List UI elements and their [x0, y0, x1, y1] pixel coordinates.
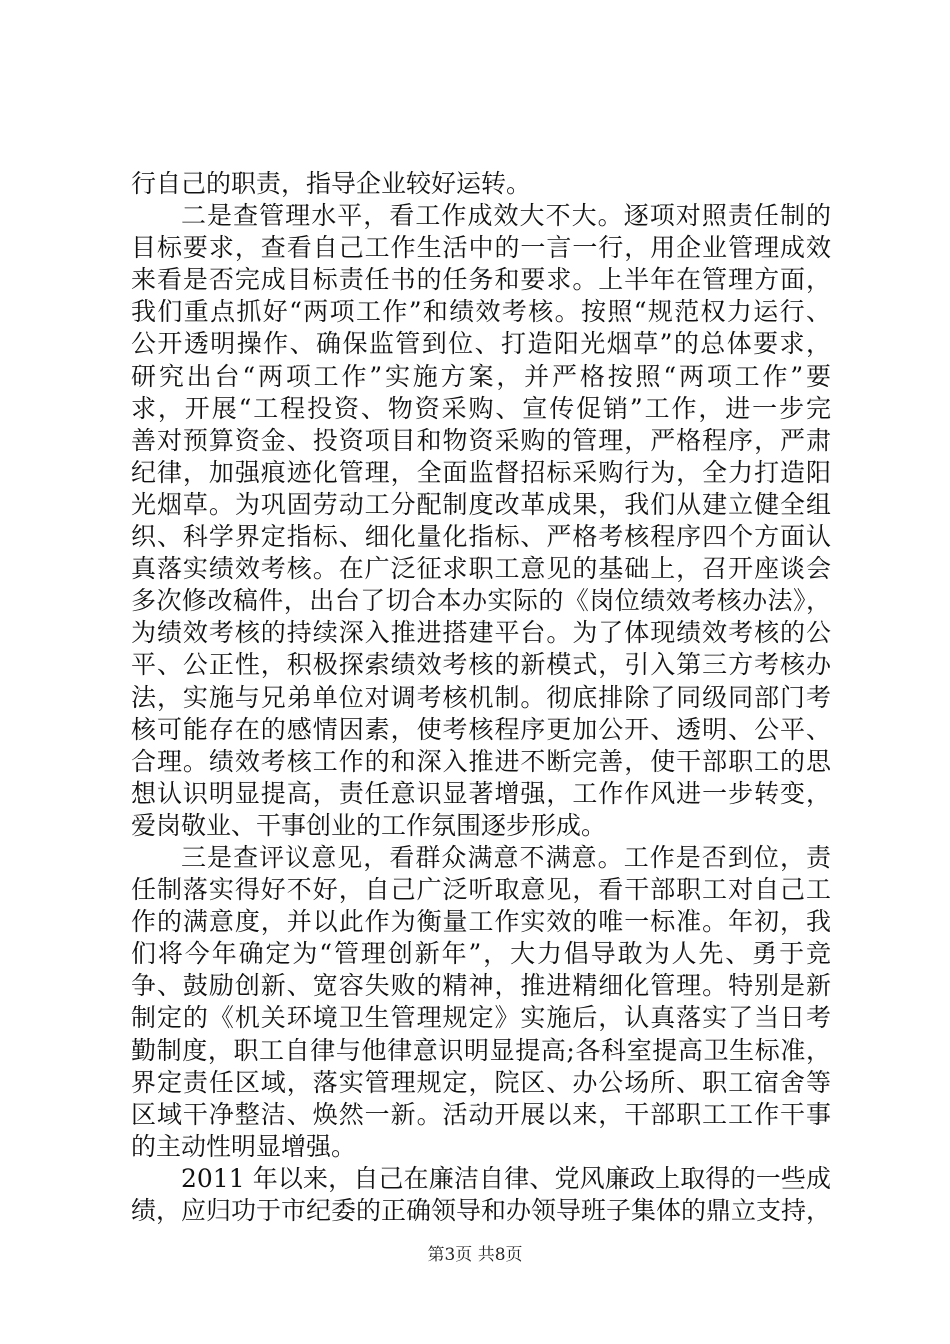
- text-line: 光烟草。为巩固劳动工分配制度改革成果，我们从建立健全组: [131, 489, 831, 519]
- text-line: 想认识明显提高，责任意识显著增强，工作作风进一步转变，: [131, 778, 831, 808]
- text-line: 制定的《机关环境卫生管理规定》实施后，认真落实了当日考: [131, 1003, 831, 1033]
- text-line: 善对预算资金、投资项目和物资采购的管理，严格程序，严肃: [131, 425, 831, 455]
- text-line: 爱岗敬业、干事创业的工作氛围逐步形成。: [131, 810, 607, 840]
- text-line: 界定责任区域，落实管理规定，院区、办公场所、职工宿舍等: [131, 1067, 831, 1097]
- text-line: 行自己的职责，指导企业较好运转。: [131, 169, 532, 198]
- text-line: 平、公正性，积极探索绩效考核的新模式，引入第三方考核办: [131, 650, 831, 680]
- text-line: 绩，应归功于市纪委的正确领导和办领导班子集体的鼎立支持，: [131, 1196, 831, 1225]
- text-line: 合理。绩效考核工作的和深入推进不断完善，使干部职工的思: [131, 746, 831, 776]
- text-line: 来看是否完成目标责任书的任务和要求。上半年在管理方面，: [131, 265, 831, 295]
- text-line: 区域干净整洁、焕然一新。活动开展以来，干部职工工作干事: [131, 1099, 831, 1129]
- text-line: 们将今年确定为“管理创新年”，大力倡导敢为人先、勇于竞: [131, 939, 831, 969]
- page-footer: 第3页 共8页: [427, 1245, 523, 1265]
- text-line: 求，开展“工程投资、物资采购、宣传促销”工作，进一步完: [131, 393, 831, 423]
- text-line: 核可能存在的感情因素，使考核程序更加公开、透明、公平、: [131, 714, 831, 744]
- text-line: 公开透明操作、确保监管到位、打造阳光烟草”的总体要求，: [131, 329, 831, 359]
- text-line: 真落实绩效考核。在广泛征求职工意见的基础上，召开座谈会: [131, 554, 831, 584]
- text-line: 任制落实得好不好，自己广泛听取意见，看干部职工对自己工: [131, 875, 831, 905]
- text-line: 纪律，加强痕迹化管理，全面监督招标采购行为，全力打造阳: [131, 457, 831, 487]
- text-line: 三是查评议意见，看群众满意不满意。工作是否到位，责: [181, 842, 831, 872]
- text-line: 2011 年以来，自己在廉洁自律、党风廉政上取得的一些成: [181, 1163, 831, 1193]
- document-body: [131, 168, 831, 1227]
- text-line: 法，实施与兄弟单位对调考核机制。彻底排除了同级同部门考: [131, 682, 831, 712]
- text-line: 的主动性明显增强。: [131, 1131, 357, 1161]
- text-line: 为绩效考核的持续深入推进搭建平台。为了体现绩效考核的公: [131, 618, 831, 648]
- text-line: 研究出台“两项工作”实施方案，并严格按照“两项工作”要: [131, 361, 831, 391]
- text-line: 多次修改稿件，出台了切合本办实际的《岗位绩效考核办法》，: [131, 586, 831, 616]
- text-line: 我们重点抓好“两项工作”和绩效考核。按照“规范权力运行、: [131, 297, 831, 327]
- text-line: 目标要求，查看自己工作生活中的一言一行，用企业管理成效: [131, 233, 831, 263]
- text-line: 二是查管理水平，看工作成效大不大。逐项对照责任制的: [181, 201, 831, 231]
- text-line: 争、鼓励创新、宽容失败的精神，推进精细化管理。特别是新: [131, 971, 831, 1001]
- text-line: 织、科学界定指标、细化量化指标、严格考核程序四个方面认: [131, 522, 831, 552]
- text-line: 勤制度，职工自律与他律意识明显提高;各科室提高卫生标准，: [131, 1035, 831, 1065]
- text-line: 作的满意度，并以此作为衡量工作实效的唯一标准。年初，我: [131, 907, 831, 937]
